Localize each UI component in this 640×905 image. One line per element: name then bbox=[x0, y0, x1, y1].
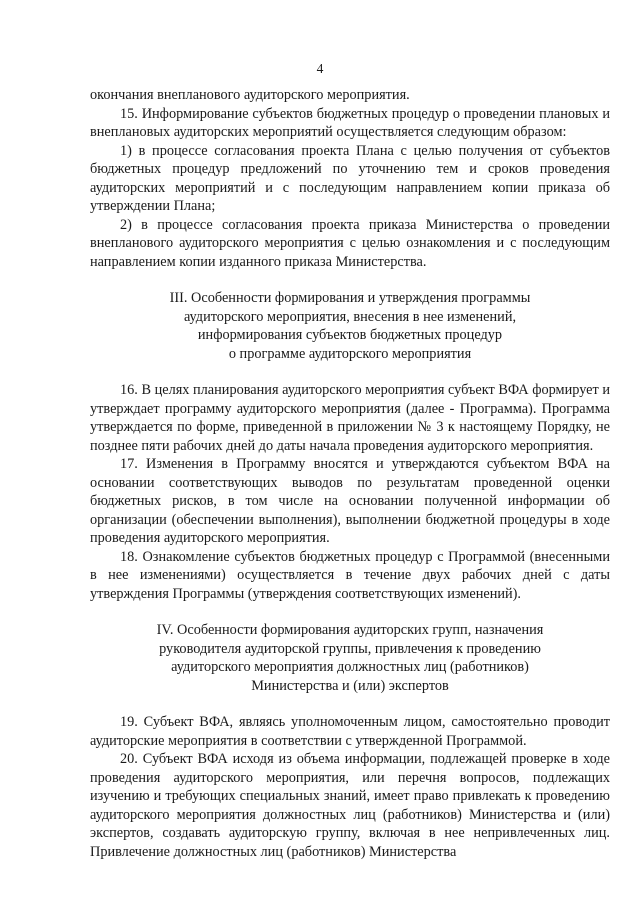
paragraph-15-item-1: 1) в процессе согласования проекта Плана с целью получения от субъектов бюджетных процедур предложений по уточнению тем и сроков проведения аудиторских мероприятий и с последующим направлением копии приказа об утверждении Плана; bbox=[90, 142, 610, 214]
document-body bbox=[90, 86, 610, 861]
paragraph-15-item-2: 2) в процессе согласования проекта приказа Министерства о проведении внепланового аудиторского мероприятия с целью ознакомления и с последующим направлением копии изданного приказа Министерства. bbox=[90, 216, 610, 270]
paragraph-19: 19. Субъект ВФА, являясь уполномоченным лицом, самостоятельно проводит аудиторские мероприятия в соответствии с утвержденной Программой. bbox=[90, 714, 610, 749]
section-heading-iii bbox=[90, 289, 610, 363]
heading-line: аудиторского мероприятия, внесения в нее изменений, bbox=[183, 308, 517, 325]
paragraph-16: 16. В целях планирования аудиторского мероприятия субъект ВФА формирует и утверждает программу аудиторского мероприятия (далее - Программа). Программа утверждается по форме, приведенной в приложении № 3 к настоящему Порядку, не позднее пяти рабочих дней до даты начала проведения аудиторского мероприятия. bbox=[90, 382, 610, 454]
section-heading-iv bbox=[90, 621, 610, 695]
paragraph-17: 17. Изменения в Программу вносятся и утверждаются субъектом ВФА на основании соответствующих выводов по результатам проведенной оценки бюджетных рисков, в том числе на основании полученной информации об организации (обеспечении выполнения), выполнении бюджетной процедуры в ходе проведения аудиторского мероприятия. bbox=[90, 456, 610, 546]
heading-line: Министерства и (или) экспертов bbox=[251, 677, 449, 694]
heading-line: III. Особенности формирования и утверждения программы bbox=[169, 290, 531, 306]
heading-line: IV. Особенности формирования аудиторских групп, назначения bbox=[156, 622, 544, 638]
paragraph-continuation: окончания внепланового аудиторского мероприятия. bbox=[90, 87, 410, 103]
heading-line: аудиторского мероприятия должностных лиц (работников) bbox=[171, 659, 529, 675]
heading-line: руководителя аудиторской группы, привлечения к проведению bbox=[159, 640, 541, 657]
paragraph-18: 18. Ознакомление субъектов бюджетных процедур с Программой (внесенными в нее изменениями) осуществляется в течение двух рабочих дней с даты утверждения Программы (утверждения соответствующих изменений). bbox=[90, 548, 610, 602]
heading-line: информирования субъектов бюджетных процедур bbox=[197, 327, 503, 343]
paragraph-15: 15. Информирование субъектов бюджетных процедур о проведении плановых и внеплановых аудиторских мероприятий осуществляется следующим образом: bbox=[90, 105, 610, 140]
paragraph-20: 20. Субъект ВФА исходя из объема информации, подлежащей проверке в ходе проведения аудиторского мероприятия, или перечня вопросов, подлежащих изучению и требующих специальных знаний, имеет право привлекать к проведению аудиторского мероприятия должностных лиц (работников) Министерства и (или) экспертов, создавать аудиторскую группу, включая в нее непривлеченных лиц. Привлечение должностных лиц (работников) Министерства bbox=[90, 751, 610, 860]
heading-line: о программе аудиторского мероприятия bbox=[228, 345, 472, 362]
page-number: 4 bbox=[316, 61, 324, 76]
